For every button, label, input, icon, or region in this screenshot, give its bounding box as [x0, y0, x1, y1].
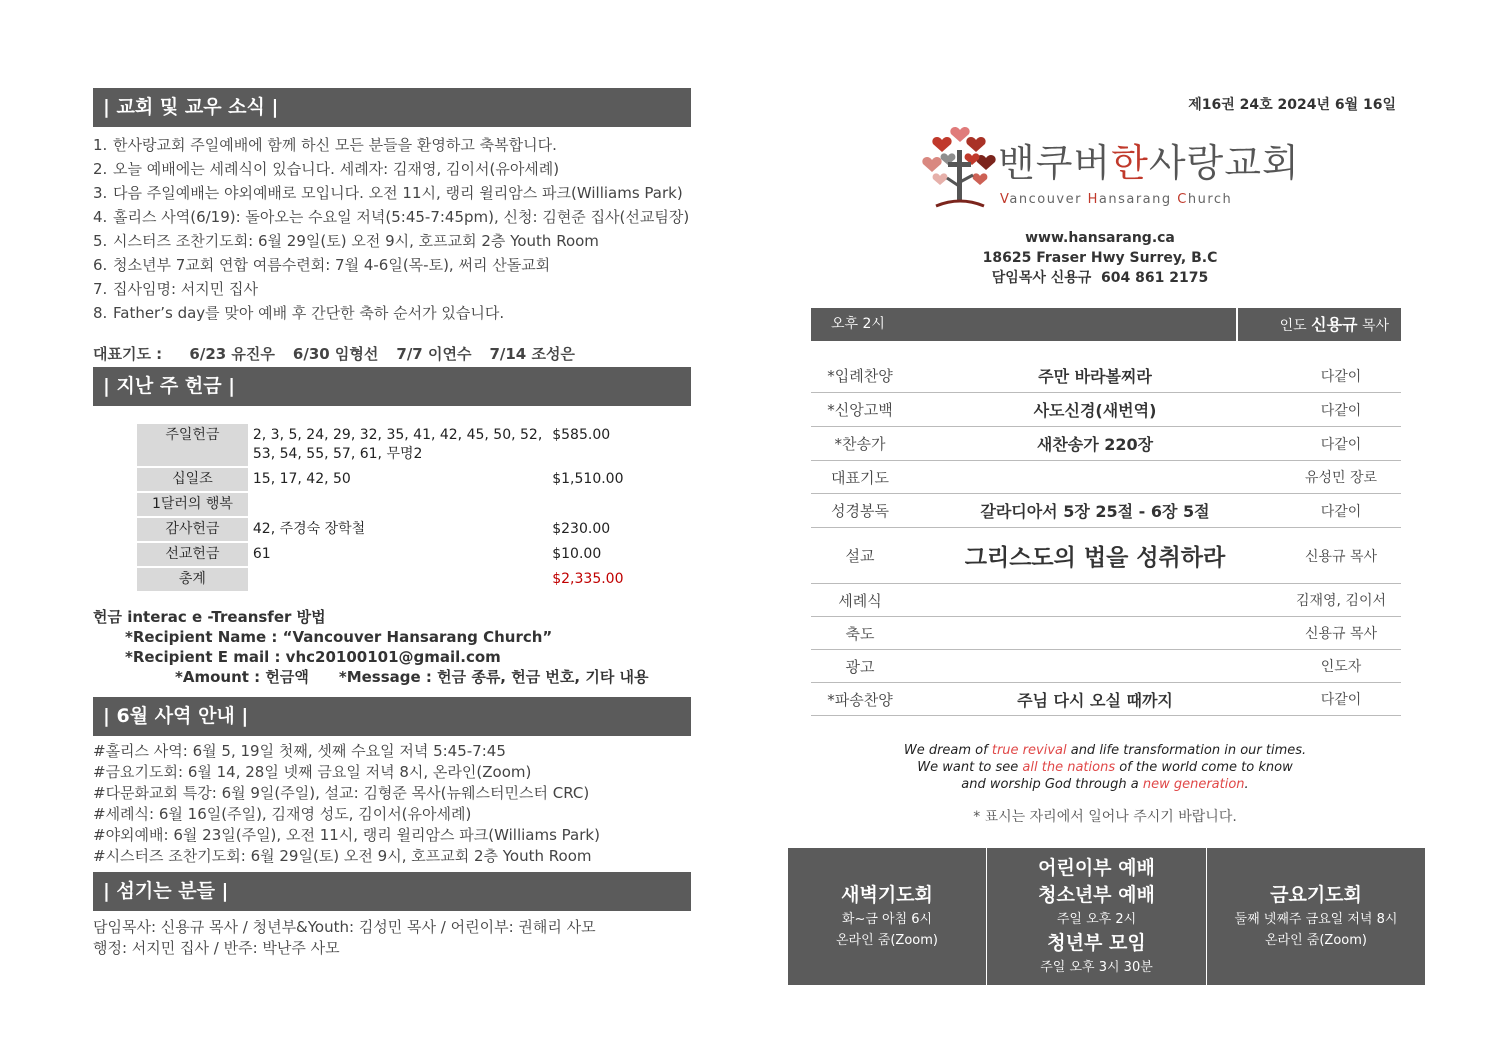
ministry-item: #금요기도회: 6월 14, 28일 넷째 금요일 저녁 8시, 온라인(Zoom): [93, 763, 532, 781]
issue-info: 제16권 24호 2024년 6월 16일: [1188, 97, 1396, 113]
news-text: 오늘 예배에는 세례식이 있습니다. 세례자: 김재영, 김이서(유아세례): [113, 160, 560, 178]
vision-line: We want to see all the nations of the world come to know: [917, 760, 1293, 775]
news-item: [93, 229, 691, 253]
order-row: [811, 683, 1401, 716]
prayer-entry: 6/30 임형선: [292, 345, 379, 363]
news-number: 3.: [93, 184, 108, 202]
offering-row: [137, 424, 645, 466]
offering-amount: $585.00: [549, 424, 645, 466]
ministry-item: #홀리스 사역: 6월 5, 19일 첫째, 셋째 수요일 저녁 5:45-7:45: [93, 742, 506, 760]
news-number: 8.: [93, 304, 108, 322]
order-content: 사도신경(새번역): [1033, 401, 1157, 420]
offering-numbers: [250, 493, 547, 516]
friday-time: 둘째 넷째주 금요일 저녁 8시: [1234, 912, 1398, 927]
news-list: [93, 133, 691, 325]
etransfer-info: [93, 607, 691, 687]
news-item: [93, 157, 691, 181]
left-page: [93, 88, 691, 959]
dawn-time: 화~금 아침 6시: [841, 912, 933, 927]
offering-amount: [549, 493, 645, 516]
order-of-worship: [811, 359, 1401, 716]
order-row: [811, 359, 1401, 393]
ministry-item: #야외예배: 6월 23일(주일), 오전 11시, 랭리 윌리암스 파크(Williams Park): [93, 826, 600, 844]
logo-korean-name: 밴쿠버한사랑교회: [998, 141, 1300, 185]
website-link[interactable]: www.hansarang.ca: [1025, 230, 1175, 246]
contact-info: [930, 228, 1270, 288]
order-leader: 유성민 장로: [1304, 470, 1378, 486]
address: 18625 Fraser Hwy Surrey, B.C: [982, 250, 1218, 266]
order-content: 그리스도의 법을 성취하라: [964, 545, 1226, 571]
transfer-amount-line: [93, 667, 691, 687]
news-number: 5.: [93, 232, 108, 250]
vision-line: and worship God through a new generation.: [961, 777, 1249, 792]
offering-header: | 지난 주 헌금 |: [93, 367, 691, 406]
order-item: 대표기도: [831, 468, 889, 487]
standing-note: * 표시는 자리에서 일어나 주시기 바랍니다.: [973, 809, 1237, 825]
prayer-line: [93, 341, 691, 367]
order-row: [811, 393, 1401, 427]
news-number: 6.: [93, 256, 108, 274]
order-leader: 다같이: [1320, 368, 1362, 385]
news-text: 홀리스 사역(6/19): 돌아오는 수요일 저녁(5:45-7:45pm), 신청: 김현준 집사(선교팀장): [113, 208, 690, 226]
dawn-prayer-box: [788, 848, 986, 985]
offering-kind: 총계: [137, 568, 248, 591]
divider: [1236, 308, 1238, 341]
offering-row: [137, 543, 645, 566]
order-item: *파송찬양: [827, 690, 893, 709]
heart-tree-icon: [922, 126, 996, 212]
order-leader: 다같이: [1320, 692, 1362, 708]
youth-services-box: [986, 848, 1207, 985]
vision-statement: [860, 742, 1350, 793]
order-item: 광고: [845, 657, 875, 676]
servants-line: 담임목사: 신용규 목사 / 청년부&Youth: 김성민 목사 / 어린이부: 권해리 사모: [93, 918, 596, 936]
news-item: [93, 133, 691, 157]
news-item: [93, 181, 691, 205]
young-adult-title: 청년부 모임: [1047, 932, 1146, 954]
kids-title: 어린이부 예배: [1038, 857, 1155, 879]
order-leader: 다같이: [1320, 436, 1362, 453]
service-header: [811, 308, 1401, 341]
order-item: *신앙고백: [827, 401, 893, 419]
meeting-boxes: [788, 848, 1425, 985]
young-adult-time: 주일 오후 3시 30분: [1040, 960, 1153, 975]
offering-amount: $10.00: [549, 543, 645, 566]
order-row: [811, 461, 1401, 494]
friday-online: 온라인 줌(Zoom): [1265, 933, 1367, 948]
transfer-amount: *Amount : 헌금액: [175, 668, 309, 686]
order-item: 세례식: [838, 591, 882, 610]
news-text: Father’s day를 맞아 예배 후 간단한 축하 순서가 있습니다.: [113, 304, 505, 322]
offering-row: [137, 493, 645, 516]
order-leader: 인도자: [1320, 659, 1362, 675]
offering-row: [137, 518, 645, 541]
news-number: 4.: [93, 208, 108, 226]
prayer-label: 대표기도 :: [93, 345, 163, 363]
offering-kind: 선교헌금: [137, 543, 248, 566]
order-item: *입례찬양: [827, 367, 893, 385]
news-number: 2.: [93, 160, 108, 178]
dawn-online: 온라인 줌(Zoom): [836, 933, 938, 948]
order-item: 성경봉독: [831, 502, 889, 520]
order-item: 설교: [845, 547, 875, 565]
pastor-phone: 담임목사 신용규 604 861 2175: [991, 270, 1209, 286]
order-row: [811, 650, 1401, 683]
offering-kind: 주일헌금: [137, 424, 248, 466]
news-number: 1.: [93, 136, 108, 154]
order-content: 주님 다시 오실 때까지: [1017, 690, 1173, 710]
order-row: [811, 528, 1401, 584]
news-number: 7.: [93, 280, 108, 298]
news-text: 시스터즈 조찬기도회: 6월 29일(토) 오전 9시, 호프교회 2층 Youth Room: [113, 232, 599, 250]
offering-row: [137, 468, 645, 491]
news-item: [93, 277, 691, 301]
order-content: 갈라디아서 5장 25절 - 6장 5절: [980, 502, 1210, 521]
ministry-header: | 6월 사역 안내 |: [93, 697, 691, 736]
news-item: [93, 253, 691, 277]
prayer-entry: 6/23 유진우: [189, 345, 275, 363]
order-item: 축도: [845, 624, 875, 643]
servants-line: 행정: 서지민 집사 / 반주: 박난주 사모: [93, 939, 340, 957]
dawn-title: 새벽기도회: [841, 884, 933, 906]
order-content: 새찬송가 220장: [1036, 435, 1154, 454]
youth-title: 청소년부 예배: [1038, 884, 1155, 906]
order-leader: 신용규 목사: [1304, 626, 1378, 642]
friday-title: 금요기도회: [1270, 884, 1362, 906]
ministry-item: #다문화교회 특강: 6월 9일(주일), 설교: 김형준 목사(뉴웨스터민스터 CRC): [93, 784, 590, 802]
offering-kind: 감사헌금: [137, 518, 248, 541]
news-header: | 교회 및 교우 소식 |: [93, 88, 691, 127]
offering-amount: $230.00: [549, 518, 645, 541]
service-time: 오후 2시: [831, 316, 885, 332]
offering-numbers: 15, 17, 42, 50: [250, 468, 547, 491]
news-text: 집사임명: 서지민 집사: [113, 280, 259, 298]
transfer-message: *Message : 헌금 종류, 헌금 번호, 기타 내용: [338, 668, 649, 686]
friday-prayer-box: [1207, 848, 1425, 985]
offering-amount: $2,335.00: [549, 568, 645, 591]
order-row: [811, 494, 1401, 528]
offering-row: [137, 568, 645, 591]
news-text: 한사랑교회 주일예배에 함께 하신 모든 분들을 환영하고 축복합니다.: [113, 136, 557, 154]
ministry-item: #시스터즈 조찬기도회: 6월 29일(토) 오전 9시, 호프교회 2층 Youth Room: [93, 847, 592, 865]
vision-line: We dream of true revival and life transformation in our times.: [903, 743, 1307, 758]
order-row: [811, 584, 1401, 617]
news-text: 다음 주일예배는 야외예배로 모입니다. 오전 11시, 랭리 윌리암스 파크(Williams Park): [113, 184, 683, 202]
news-item: [93, 205, 691, 229]
order-leader: 김재영, 김이서: [1295, 593, 1387, 609]
offering-numbers: 2, 3, 5, 24, 29, 32, 35, 41, 42, 45, 50, 52, 53, 54, 55, 57, 61, 무명2: [250, 424, 547, 466]
offering-numbers: 42, 주경숙 장학철: [250, 518, 547, 541]
news-item: [93, 301, 691, 325]
etransfer-title: 헌금 interac e -Treansfer 방법: [93, 608, 326, 626]
order-item: *찬송가: [834, 435, 886, 453]
offering-amount: $1,510.00: [549, 468, 645, 491]
order-leader: 신용규 목사: [1304, 548, 1378, 565]
youth-time: 주일 오후 2시: [1056, 912, 1137, 927]
servants-header: | 섬기는 분들 |: [93, 872, 691, 911]
offering-kind: 1달러의 행복: [137, 493, 248, 516]
prayer-entry: 7/14 조성은: [489, 345, 575, 363]
prayer-entry: 7/7 이연수: [396, 345, 472, 363]
servants-list: [93, 917, 691, 959]
order-leader: 다같이: [1320, 503, 1362, 520]
order-content: 주만 바라볼찌라: [1038, 367, 1152, 386]
logo-english-name: Vancouver Hansarang Church: [1000, 192, 1233, 207]
news-text: 청소년부 7교회 연합 여름수련회: 7월 4-6일(목-토), 써리 산돌교회: [113, 256, 551, 274]
order-row: [811, 617, 1401, 650]
service-leader: 인도 신용규 목사: [1279, 315, 1389, 334]
ministry-item: #세례식: 6월 16일(주일), 김재영 성도, 김이서(유아세례): [93, 805, 472, 823]
offering-table: [135, 422, 647, 593]
offering-numbers: [250, 568, 547, 591]
recipient-name: *Recipient Name : “Vancouver Hansarang Church”: [125, 628, 553, 646]
church-logo: [922, 126, 1300, 212]
order-row: [811, 427, 1401, 461]
offering-kind: 십일조: [137, 468, 248, 491]
offering-numbers: 61: [250, 543, 547, 566]
order-leader: 다같이: [1320, 402, 1362, 419]
ministry-list: [93, 741, 691, 867]
recipient-email: *Recipient E mail : vhc20100101@gmail.com: [125, 648, 501, 666]
